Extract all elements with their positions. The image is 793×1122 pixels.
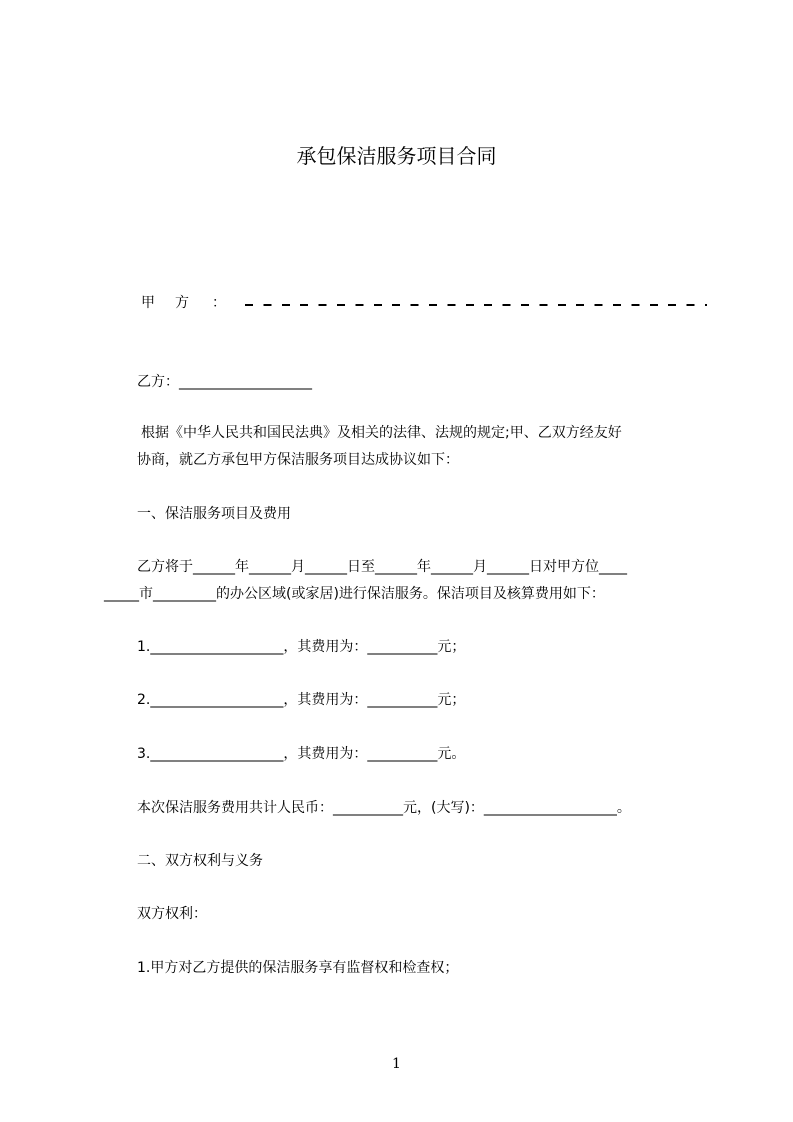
rights-heading: 双方权利：	[137, 906, 207, 922]
party-a-label-2: 方	[175, 295, 189, 311]
fee-item-1: 1.___________________，其费用为：__________元；	[137, 639, 466, 655]
intro-line-1: 根据《中华人民共和国民法典》及相关的法律、法规的规定;甲、乙双方经友好	[141, 425, 622, 441]
party-b-line: 乙方：___________________	[137, 374, 312, 390]
section-1-heading: 一、保洁服务项目及费用	[137, 506, 291, 522]
party-a-line	[137, 292, 707, 314]
document-title: 承包保洁服务项目合同	[296, 144, 497, 168]
section-2-heading: 二、双方权利与义务	[137, 853, 263, 869]
total-fee-line: 本次保洁服务费用共计人民币：__________元，(大写)：___________________。	[137, 800, 631, 816]
service-line-2: _____市_________的办公区域(或家居)进行保洁服务。保洁项目及核算费用如下：	[104, 586, 605, 602]
fee-item-2: 2.___________________，其费用为：__________元；	[137, 692, 466, 708]
party-a-label-1: 甲	[141, 295, 155, 311]
party-a-blank	[245, 304, 707, 306]
page-number: 1	[392, 1056, 401, 1072]
service-line-1: 乙方将于______年______月______日至______年______月______日对甲方位____	[137, 559, 627, 575]
party-a-colon: ：	[212, 295, 226, 311]
intro-line-2: 协商，就乙方承包甲方保洁服务项目达成协议如下：	[137, 452, 459, 468]
right-item-1: 1.甲方对乙方提供的保洁服务享有监督权和检查权；	[137, 960, 459, 976]
fee-item-3: 3.___________________，其费用为：__________元。	[137, 746, 466, 762]
